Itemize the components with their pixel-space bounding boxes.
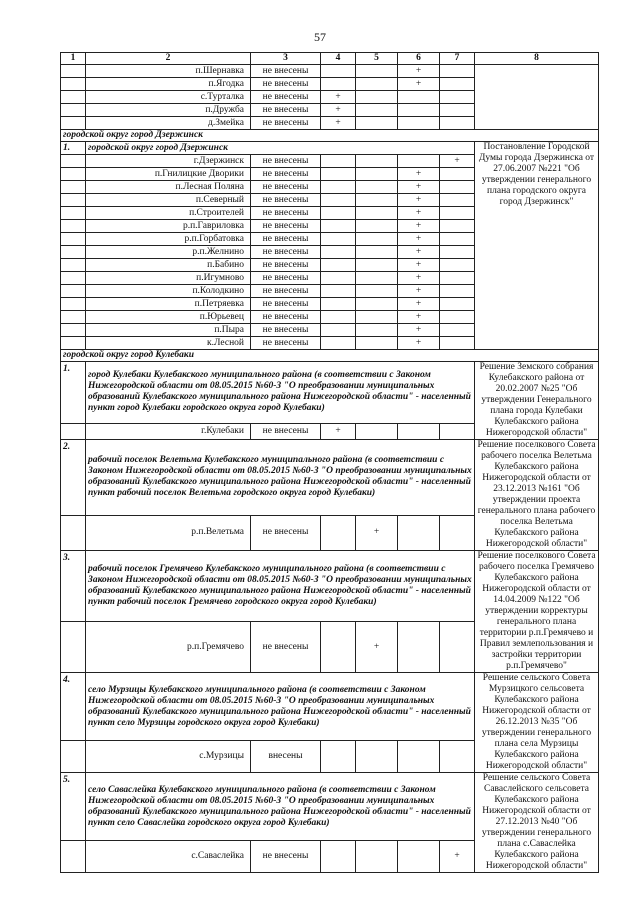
column-header-6: 6	[398, 53, 440, 65]
mark-col-6	[398, 622, 440, 673]
row-number: 2.	[61, 440, 86, 516]
row-number-cell	[61, 324, 86, 337]
mark-col-4	[321, 515, 356, 550]
row-number-cell	[61, 337, 86, 350]
settlement-name: к.Лесной	[86, 337, 251, 350]
entry-title: рабочий поселок Гремячево Кулебакского муниципального района (в соответствии с Законом Нижегородской области от 08.05.2015 №60-З "О преобразовании муниципальных образований Кулебакского муниципального района Нижегородской области" - населенный пункт рабочий поселок Гремячево городского округа город Кулебаки)	[86, 551, 475, 622]
mark-col-5	[356, 324, 398, 337]
section-heading-row	[61, 350, 599, 362]
mark-col-5: +	[356, 622, 398, 673]
mark-col-7	[440, 324, 475, 337]
mark-col-7	[440, 78, 475, 91]
column-header-3: 3	[251, 53, 321, 65]
settlement-name: п.Игумново	[86, 272, 251, 285]
row-number-cell	[61, 285, 86, 298]
mark-col-7	[440, 311, 475, 324]
mark-col-4	[321, 220, 356, 233]
row-number: 1.	[61, 142, 86, 155]
row-number: 1.	[61, 362, 86, 424]
mark-col-5: +	[356, 515, 398, 550]
amendment-status: не внесены	[251, 91, 321, 104]
amendment-status: не внесены	[251, 311, 321, 324]
municipality-title-row	[61, 142, 599, 155]
amendment-status: не внесены	[251, 259, 321, 272]
mark-col-5	[356, 259, 398, 272]
mark-col-7	[440, 423, 475, 439]
mark-col-4: +	[321, 91, 356, 104]
settlement-name: д.Змейка	[86, 117, 251, 130]
mark-col-4	[321, 194, 356, 207]
amendment-status: не внесены	[251, 181, 321, 194]
amendment-status: не внесены	[251, 841, 321, 873]
row-number-cell	[61, 91, 86, 104]
settlement-name: п.Ягодка	[86, 78, 251, 91]
settlement-name: п.Пыра	[86, 324, 251, 337]
column-header-8: 8	[475, 53, 599, 65]
mark-col-5	[356, 155, 398, 168]
mark-col-5	[356, 104, 398, 117]
mark-col-4	[321, 841, 356, 873]
row-number-cell	[61, 65, 86, 78]
mark-col-4	[321, 65, 356, 78]
mark-col-5	[356, 65, 398, 78]
mark-col-6	[398, 117, 440, 130]
row-number-cell	[61, 741, 86, 773]
mark-col-6: +	[398, 337, 440, 350]
section-heading: городской округ город Дзержинск	[61, 130, 599, 142]
settlement-name: п.Лесная Поляна	[86, 181, 251, 194]
mark-col-6: +	[398, 298, 440, 311]
mark-col-5	[356, 337, 398, 350]
settlement-name: п.Бабино	[86, 259, 251, 272]
entry-title-row	[61, 551, 599, 622]
settlement-name: р.п.Горбатовка	[86, 233, 251, 246]
mark-col-6: +	[398, 65, 440, 78]
header-row	[61, 53, 599, 65]
approval-document: Решение сельского Совета Мурзицкого сельсовета Кулебакского района Нижегородской области от 26.12.2013 №35 "Об утверждении генерального плана села Мурзицы Кулебакского района Нижегородской области"	[475, 673, 599, 773]
settlement-name: п.Шернавка	[86, 65, 251, 78]
municipality-title: городской округ город Дзержинск	[86, 142, 475, 155]
settlement-name: с.Турталка	[86, 91, 251, 104]
amendment-status: не внесены	[251, 324, 321, 337]
mark-col-7	[440, 181, 475, 194]
mark-col-7	[440, 65, 475, 78]
mark-col-7	[440, 259, 475, 272]
mark-col-7	[440, 741, 475, 773]
settlement-name: г.Дзержинск	[86, 155, 251, 168]
mark-col-5	[356, 168, 398, 181]
mark-col-5	[356, 246, 398, 259]
row-number-cell	[61, 515, 86, 550]
mark-col-7	[440, 207, 475, 220]
entry-title-row	[61, 673, 599, 741]
mark-col-5	[356, 220, 398, 233]
mark-col-5	[356, 194, 398, 207]
mark-col-6	[398, 741, 440, 773]
amendment-status: не внесены	[251, 272, 321, 285]
mark-col-4	[321, 324, 356, 337]
settlement-name: п.Петряевка	[86, 298, 251, 311]
column-header-4: 4	[321, 53, 356, 65]
settlement-name: р.п.Желнино	[86, 246, 251, 259]
mark-col-4	[321, 207, 356, 220]
amendment-status: не внесены	[251, 155, 321, 168]
mark-col-4	[321, 78, 356, 91]
mark-col-7: +	[440, 155, 475, 168]
mark-col-4	[321, 233, 356, 246]
mark-col-6: +	[398, 324, 440, 337]
mark-col-6	[398, 841, 440, 873]
settlement-name: п.Строителей	[86, 207, 251, 220]
mark-col-5	[356, 91, 398, 104]
amendment-status: не внесены	[251, 298, 321, 311]
mark-col-6: +	[398, 220, 440, 233]
settlement-name: п.Колодкино	[86, 285, 251, 298]
mark-col-7	[440, 246, 475, 259]
mark-col-7	[440, 104, 475, 117]
mark-col-4	[321, 246, 356, 259]
mark-col-7	[440, 220, 475, 233]
mark-col-4	[321, 298, 356, 311]
mark-col-4	[321, 168, 356, 181]
column-header-1: 1	[61, 53, 86, 65]
row-number-cell	[61, 207, 86, 220]
mark-col-7	[440, 298, 475, 311]
table-row	[61, 65, 599, 78]
column-header-7: 7	[440, 53, 475, 65]
row-number: 4.	[61, 673, 86, 741]
mark-col-4: +	[321, 117, 356, 130]
section-heading: городской округ город Кулебаки	[61, 350, 599, 362]
row-number-cell	[61, 233, 86, 246]
row-number-cell	[61, 272, 86, 285]
mark-col-6: +	[398, 78, 440, 91]
entry-title-row	[61, 440, 599, 516]
row-number-cell	[61, 181, 86, 194]
mark-col-7	[440, 233, 475, 246]
amendment-status: не внесены	[251, 220, 321, 233]
settlement-name: п.Дружба	[86, 104, 251, 117]
settlement-name: р.п.Велетьма	[86, 515, 251, 550]
mark-col-6	[398, 515, 440, 550]
mark-col-6	[398, 104, 440, 117]
amendment-status: не внесены	[251, 194, 321, 207]
row-number-cell	[61, 194, 86, 207]
mark-col-5	[356, 311, 398, 324]
mark-col-6: +	[398, 285, 440, 298]
settlement-name: с.Саваслейка	[86, 841, 251, 873]
settlement-name: п.Юрьевец	[86, 311, 251, 324]
settlement-name: п.Северный	[86, 194, 251, 207]
mark-col-4	[321, 155, 356, 168]
amendment-status: не внесены	[251, 207, 321, 220]
mark-col-4	[321, 741, 356, 773]
mark-col-7	[440, 272, 475, 285]
row-number-cell	[61, 298, 86, 311]
mark-col-4	[321, 259, 356, 272]
mark-col-4: +	[321, 104, 356, 117]
entry-title-row	[61, 773, 599, 841]
row-number-cell	[61, 423, 86, 439]
mark-col-7	[440, 168, 475, 181]
amendment-status: не внесены	[251, 117, 321, 130]
settlement-name: р.п.Гремячево	[86, 622, 251, 673]
mark-col-5	[356, 272, 398, 285]
mark-col-7	[440, 194, 475, 207]
mark-col-6: +	[398, 207, 440, 220]
mark-col-5	[356, 285, 398, 298]
amendment-status: не внесены	[251, 515, 321, 550]
row-number: 3.	[61, 551, 86, 622]
amendment-status: не внесены	[251, 65, 321, 78]
mark-col-7	[440, 337, 475, 350]
amendment-status: внесены	[251, 741, 321, 773]
amendment-status: не внесены	[251, 104, 321, 117]
mark-col-6: +	[398, 246, 440, 259]
page-number: 57	[314, 30, 326, 44]
mark-col-4	[321, 622, 356, 673]
settlement-name: г.Кулебаки	[86, 423, 251, 439]
settlement-name: р.п.Гавриловка	[86, 220, 251, 233]
section-heading-row	[61, 130, 599, 142]
mark-col-7: +	[440, 841, 475, 873]
row-number-cell	[61, 117, 86, 130]
approval-document: Постановление Городской Думы города Дзержинска от 27.06.2007 №221 "Об утверждении генерального плана городского округа город Дзержинск"	[475, 142, 599, 350]
entry-title: город Кулебаки Кулебакского муниципального района (в соответствии с Законом Нижегородской области от 08.05.2015 №60-З "О преобразовании муниципальных образований Кулебакского муниципального района Нижегородской области" - населенный пункт город Кулебаки городского округа город Кулебаки)	[86, 362, 475, 424]
row-number-cell	[61, 841, 86, 873]
mark-col-6: +	[398, 168, 440, 181]
row-number-cell	[61, 259, 86, 272]
row-number-cell	[61, 220, 86, 233]
mark-col-7	[440, 91, 475, 104]
amendment-status: не внесены	[251, 168, 321, 181]
mark-col-6	[398, 423, 440, 439]
mark-col-5	[356, 423, 398, 439]
mark-col-4	[321, 285, 356, 298]
amendment-status: не внесены	[251, 285, 321, 298]
entry-title: рабочий поселок Велетьма Кулебакского муниципального района (в соответствии с Законом Нижегородской области от 08.05.2015 №60-З "О преобразовании муниципальных образований Кулебакского муниципального района Нижегородской области" - населенный пункт рабочий поселок Велетьма городского округа город Кулебаки)	[86, 440, 475, 516]
mark-col-6: +	[398, 259, 440, 272]
settlement-name: с.Мурзицы	[86, 741, 251, 773]
mark-col-6: +	[398, 272, 440, 285]
mark-col-5	[356, 298, 398, 311]
entry-title: село Саваслейка Кулебакского муниципального района (в соответствии с Законом Нижегородской области от 08.05.2015 №60-З "О преобразовании муниципальных образований Кулебакского муниципального района Нижегородской области" - населенный пункт село Саваслейка городского округа город Кулебаки)	[86, 773, 475, 841]
approval-document: Решение сельского Совета Саваслейского сельсовета Кулебакского района Нижегородской области от 27.12.2013 №40 "Об утверждении генерального плана с.Саваслейка Кулебакского района Нижегородской области"	[475, 773, 599, 873]
amendment-status: не внесены	[251, 423, 321, 439]
mark-col-5	[356, 78, 398, 91]
approval-document: Решение поселкового Совета рабочего поселка Гремячево Кулебакского района Нижегородской области от 14.04.2009 №122 "Об утверждении корректуры генерального плана территории р.п.Гремячево и Правил землепользования и застройки территории р.п.Гремячево"	[475, 551, 599, 673]
mark-col-5	[356, 741, 398, 773]
mark-col-5	[356, 181, 398, 194]
row-number-cell	[61, 311, 86, 324]
mark-col-4: +	[321, 423, 356, 439]
approval-document: Решение Земского собрания Кулебакского района от 20.02.2007 №25 "Об утверждении Генерального плана города Кулебаки Кулебакского района Нижегородской области"	[475, 362, 599, 440]
column-header-2: 2	[86, 53, 251, 65]
mark-col-6: +	[398, 311, 440, 324]
row-number-cell	[61, 104, 86, 117]
column-header-5: 5	[356, 53, 398, 65]
mark-col-4	[321, 337, 356, 350]
settlement-name: п.Гнилицкие Дворики	[86, 168, 251, 181]
mark-col-6	[398, 91, 440, 104]
row-number-cell	[61, 622, 86, 673]
row-number-cell	[61, 155, 86, 168]
mark-col-6: +	[398, 181, 440, 194]
entry-title: село Мурзицы Кулебакского муниципального района (в соответствии с Законом Нижегородской области от 08.05.2015 №60-З "О преобразовании муниципальных образований Кулебакского муниципального района Нижегородской области" - населенный пункт село Мурзицы городского округа город Кулебаки)	[86, 673, 475, 741]
mark-col-6	[398, 155, 440, 168]
amendment-status: не внесены	[251, 622, 321, 673]
amendment-status: не внесены	[251, 337, 321, 350]
approval-document: Решение поселкового Совета рабочего поселка Велетьма Кулебакского района Нижегородской области от 23.12.2013 №161 "Об утверждении проекта генерального плана рабочего поселка Велетьма Кулебакского района Нижегородской области"	[475, 440, 599, 551]
row-number-cell	[61, 168, 86, 181]
entry-title-row	[61, 362, 599, 424]
amendment-status: не внесены	[251, 78, 321, 91]
mark-col-4	[321, 181, 356, 194]
mark-col-4	[321, 311, 356, 324]
general-plan-table	[60, 52, 599, 873]
mark-col-5	[356, 117, 398, 130]
mark-col-5	[356, 233, 398, 246]
row-number: 5.	[61, 773, 86, 841]
row-number-cell	[61, 246, 86, 259]
mark-col-7	[440, 622, 475, 673]
mark-col-7	[440, 117, 475, 130]
row-number-cell	[61, 78, 86, 91]
mark-col-7	[440, 515, 475, 550]
amendment-status: не внесены	[251, 246, 321, 259]
mark-col-6: +	[398, 194, 440, 207]
mark-col-6: +	[398, 233, 440, 246]
amendment-status: не внесены	[251, 233, 321, 246]
mark-col-5	[356, 841, 398, 873]
document-cell	[475, 65, 599, 130]
mark-col-5	[356, 207, 398, 220]
mark-col-4	[321, 272, 356, 285]
mark-col-7	[440, 285, 475, 298]
